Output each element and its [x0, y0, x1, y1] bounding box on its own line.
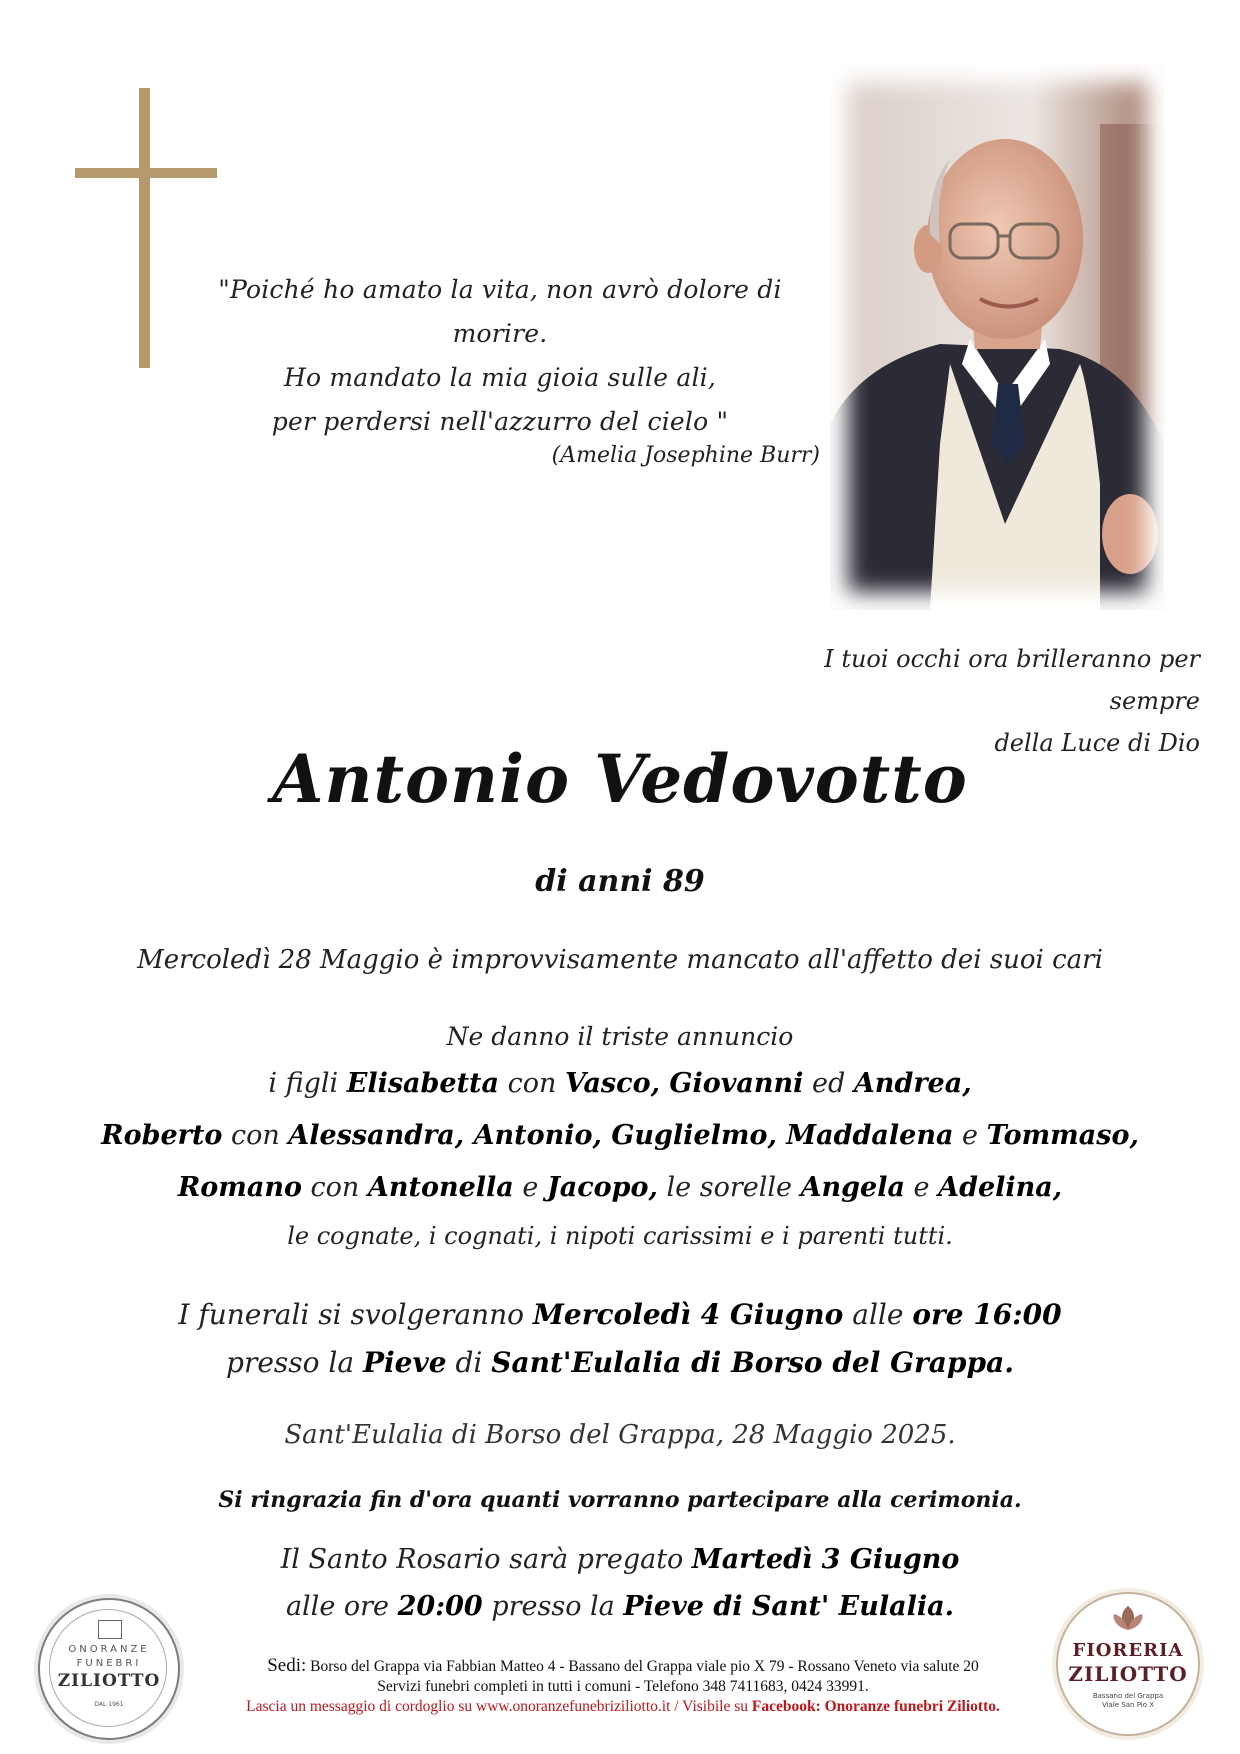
family-name: Alessandra, Antonio, Guglielmo, Maddalena	[288, 1120, 954, 1151]
family-text: con	[301, 1172, 368, 1203]
family-name: Antonella	[367, 1172, 514, 1203]
family-text: e	[513, 1172, 547, 1203]
rosary-text: presso la	[482, 1591, 624, 1622]
family-line-1	[60, 1068, 1180, 1099]
footer-services: Servizi funebri completi in tutti i comuni - Telefono 348 7411683, 0424 33991.	[377, 1678, 869, 1695]
rosary-place: Pieve di Sant' Eulalia.	[623, 1591, 955, 1622]
rosary-date: Martedì 3 Giugno	[691, 1544, 960, 1575]
logo-left-text-1: ONORANZE	[68, 1644, 150, 1655]
family-name: Andrea,	[853, 1068, 972, 1099]
funeral-text: presso la	[226, 1346, 363, 1379]
funeral-text: di	[446, 1346, 492, 1379]
footer-sedi: Borso del Grappa via Fabbian Matteo 4 - Bassano del Grappa viale pio X 79 - Rossano Veneto via salute 20	[306, 1658, 979, 1675]
rosary-text: alle ore	[285, 1591, 398, 1622]
onoranze-ziliotto-logo	[38, 1598, 180, 1740]
family-name: Tommaso,	[986, 1120, 1139, 1151]
logo-right-text-4: Viale San Pio X	[1101, 1701, 1155, 1709]
quote-line-3: per perdersi nell'azzurro del cielo "	[271, 407, 729, 436]
family-text: i figli	[268, 1068, 347, 1099]
footer-message	[188, 1698, 1058, 1716]
logo-right-text-1: FIORERIA	[1072, 1640, 1184, 1661]
logo-left-text-2: FUNEBRI	[76, 1658, 142, 1669]
family-name: Adelina,	[938, 1172, 1063, 1203]
flower-icon	[1110, 1604, 1146, 1632]
book-cross-icon	[98, 1620, 122, 1639]
logo-right-text-2: ZILIOTTO	[1068, 1662, 1188, 1686]
family-intro: Ne danno il triste annuncio	[446, 1022, 794, 1051]
footer-message-text[interactable]: Lascia un messaggio di cordoglio su www.onoranzefunebriziliotto.it / Visibile su	[246, 1698, 752, 1715]
funeral-date: Mercoledì 4 Giugno	[532, 1298, 844, 1331]
rosary-text: Il Santo Rosario sarà pregato	[280, 1544, 692, 1575]
cross-icon-vertical	[139, 88, 150, 368]
footer-locations	[188, 1655, 1058, 1677]
funeral-line-1	[60, 1298, 1180, 1331]
family-text: con	[222, 1120, 289, 1151]
place-date: Sant'Eulalia di Borso del Grappa, 28 Maggio 2025.	[284, 1420, 956, 1450]
eyes-verse-line-2: della Luce di Dio	[994, 729, 1200, 757]
family-line-2	[60, 1120, 1180, 1151]
family-text: e	[904, 1172, 939, 1203]
funeral-text: alle	[843, 1298, 913, 1331]
family-closing: le cognate, i cognati, i nipoti carissimi e i parenti tutti.	[287, 1222, 953, 1250]
logo-left-text-4: DAL 1961	[94, 1701, 124, 1708]
family-text: ed	[803, 1068, 854, 1099]
quote-line-1: "Poiché ho amato la vita, non avrò dolore di morire.	[218, 275, 782, 348]
funeral-text: I funerali si svolgeranno	[178, 1298, 533, 1331]
funeral-place: Sant'Eulalia di Borso del Grappa.	[491, 1346, 1014, 1379]
logo-left-text-3: ZILIOTTO	[57, 1671, 161, 1691]
family-name: Angela	[800, 1172, 905, 1203]
footer-label: Sedi:	[267, 1655, 307, 1676]
family-name: Romano	[177, 1172, 302, 1203]
funeral-time: ore 16:00	[912, 1298, 1062, 1331]
family-name: Roberto	[101, 1120, 223, 1151]
cross-icon-horizontal	[75, 168, 217, 178]
funeral-place: Pieve	[362, 1346, 447, 1379]
family-name: Elisabetta	[346, 1068, 500, 1099]
portrait-photo	[830, 64, 1164, 610]
portrait-illustration	[830, 64, 1164, 610]
family-text: con	[499, 1068, 565, 1099]
announcement: Mercoledì 28 Maggio è improvvisamente mancato all'affetto dei suoi cari	[137, 945, 1103, 975]
eyes-verse-line-1: I tuoi occhi ora brilleranno per sempre	[824, 645, 1200, 715]
family-text: le sorelle	[657, 1172, 801, 1203]
family-name: Jacopo,	[546, 1172, 658, 1203]
deceased-name: Antonio Vedovotto	[272, 740, 968, 818]
rosary-time: 20:00	[397, 1591, 483, 1622]
rosary-line-1	[60, 1544, 1180, 1575]
quote-line-2: Ho mandato la mia gioia sulle ali,	[283, 363, 717, 392]
logo-right-text-3: Bassano del Grappa	[1092, 1692, 1164, 1700]
family-name: Vasco, Giovanni	[564, 1068, 804, 1099]
funeral-line-2	[60, 1346, 1180, 1379]
deceased-age: di anni 89	[535, 864, 705, 899]
fioreria-ziliotto-logo	[1056, 1592, 1200, 1736]
footer-facebook-link[interactable]: Facebook: Onoranze funebri Ziliotto.	[751, 1698, 1000, 1715]
family-text: e	[953, 1120, 987, 1151]
quote	[190, 268, 810, 444]
thanks: Si ringrazia fin d'ora quanti vorranno partecipare alla cerimonia.	[218, 1487, 1022, 1513]
quote-author: (Amelia Josephine Burr)	[551, 443, 820, 468]
family-line-3	[60, 1172, 1180, 1203]
rosary-line-2	[60, 1591, 1180, 1622]
